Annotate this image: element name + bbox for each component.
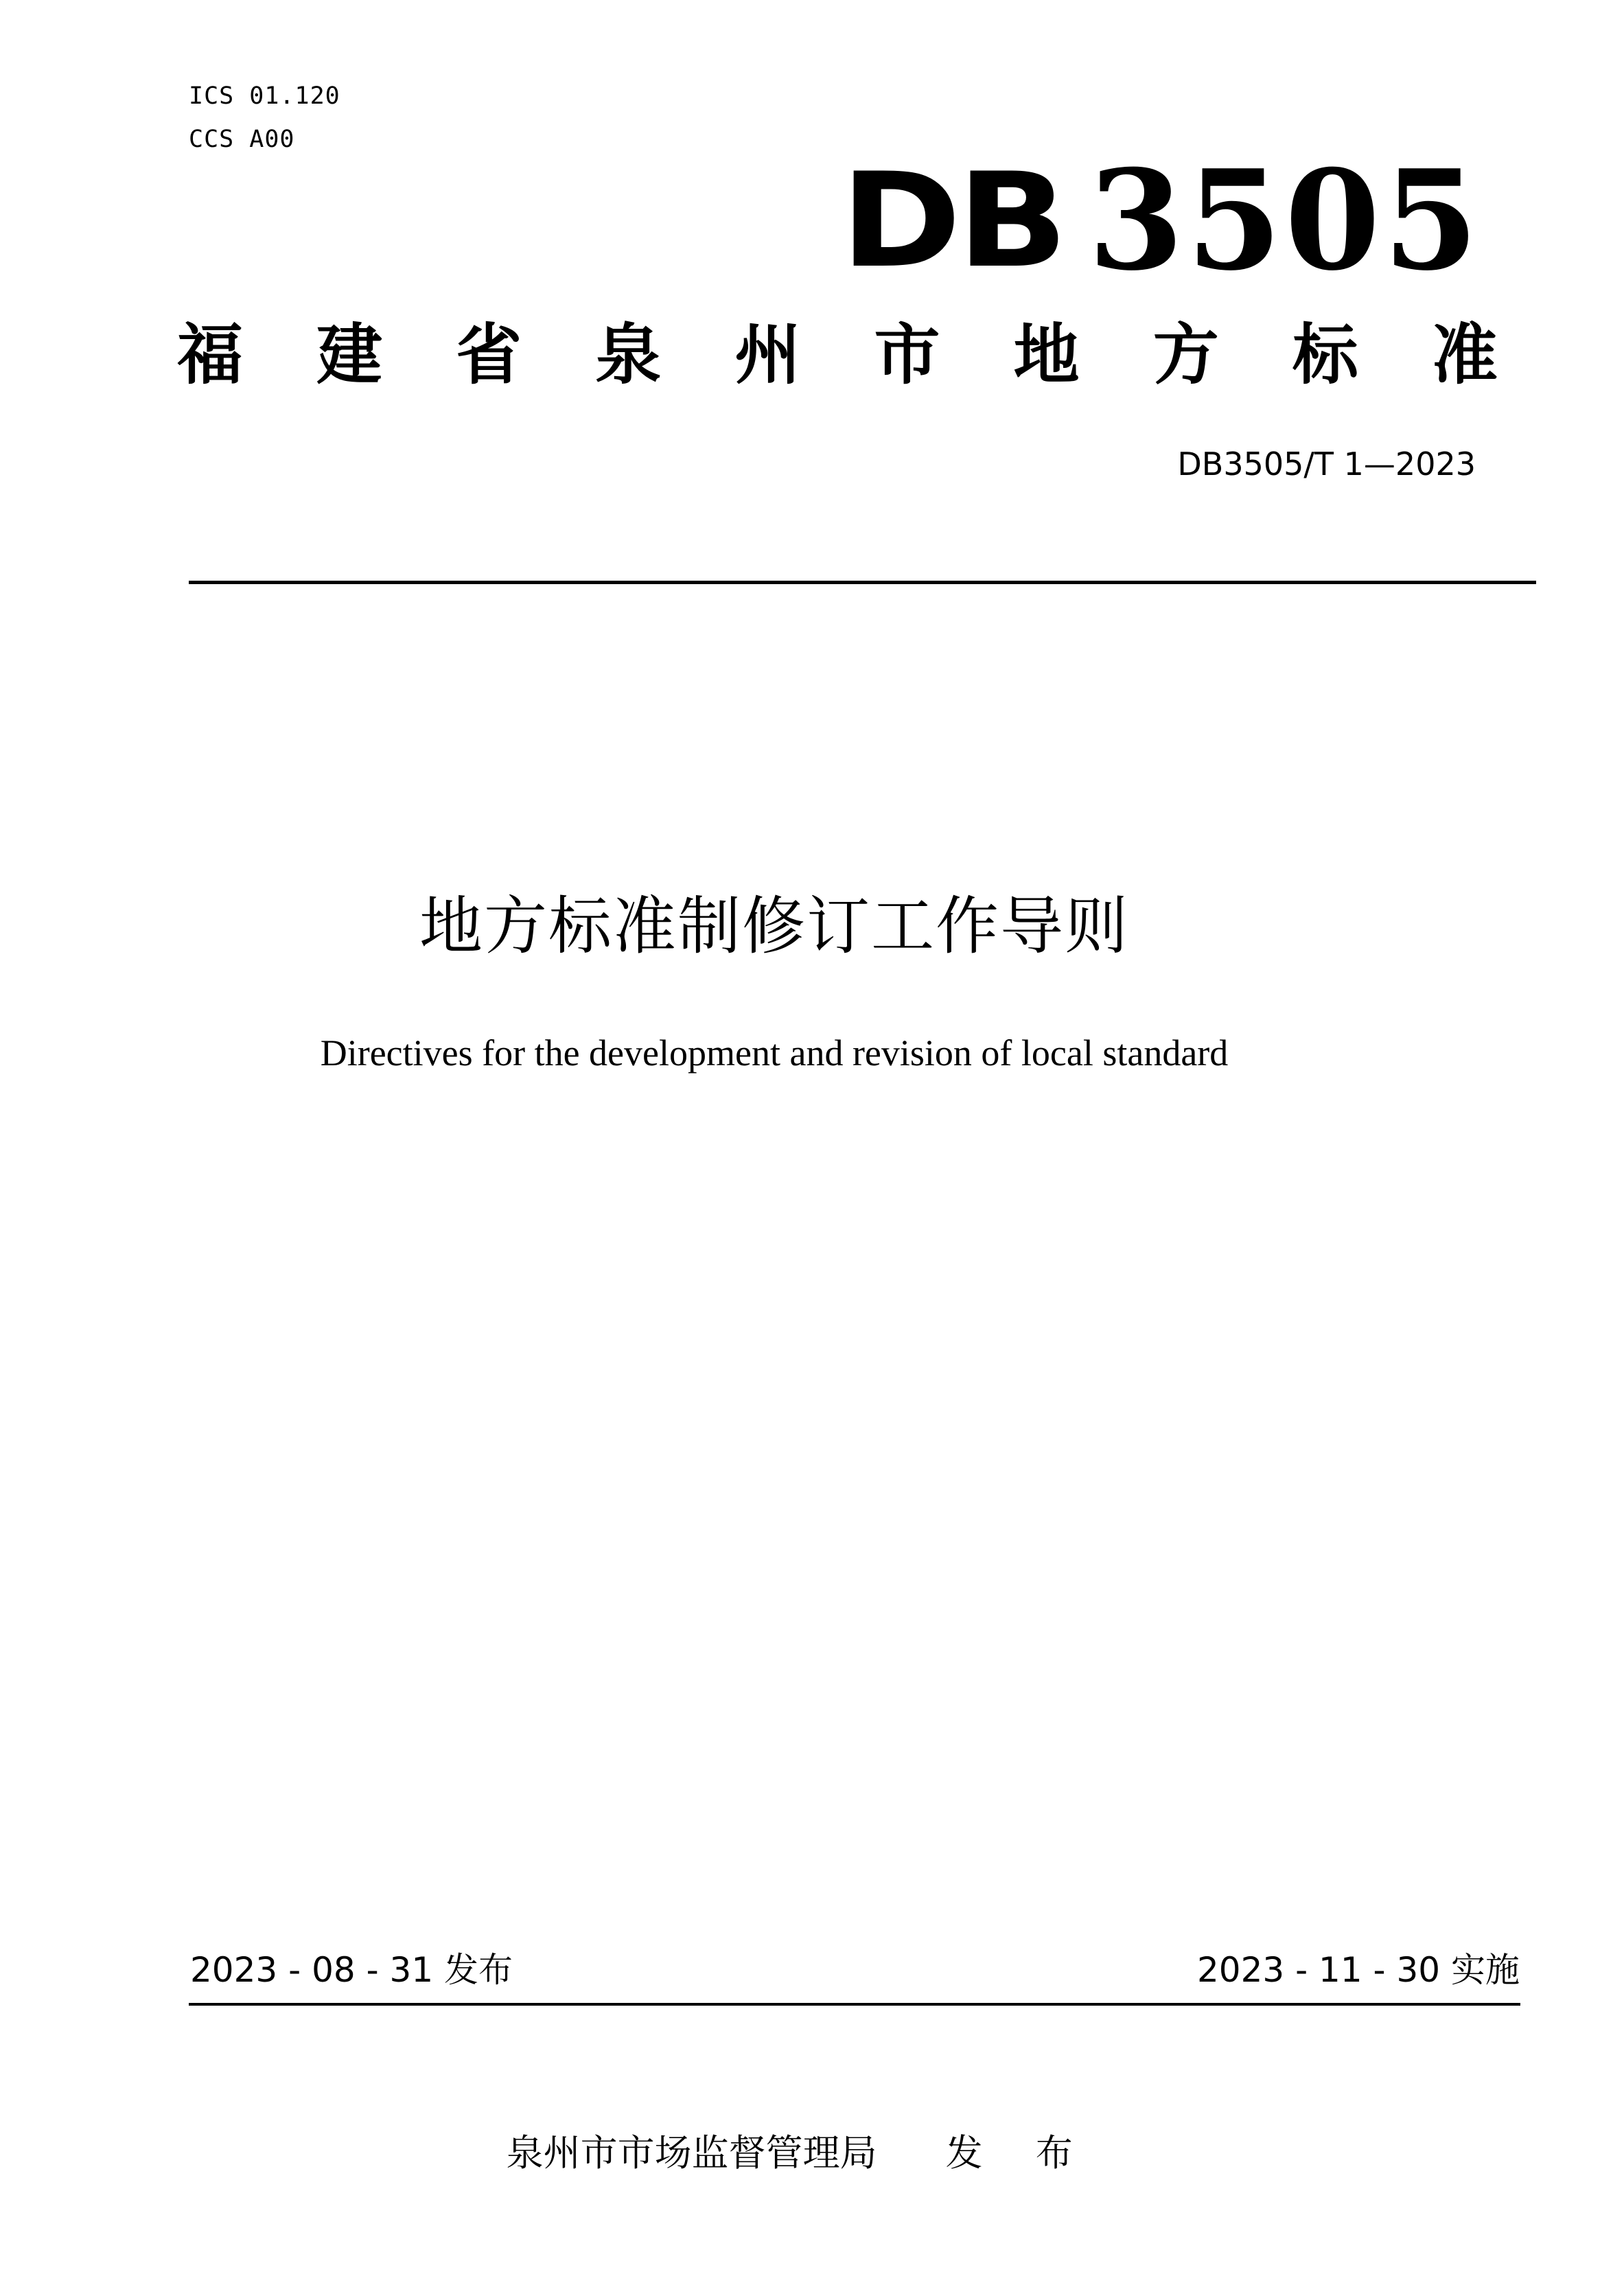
standard-number: DB3505/T 1—2023: [1177, 445, 1476, 483]
document-title-english: Directives for the development and revision of local standard: [320, 1032, 1229, 1074]
standard-type-heading: [177, 317, 1498, 393]
bottom-divider: [189, 2003, 1520, 2006]
standard-type-char: 州: [734, 316, 801, 393]
standard-type-char: 省: [456, 316, 522, 393]
issuer-name: 泉州市市场监督管理局: [506, 2131, 877, 2175]
issuer-action: 发 布: [945, 2131, 1093, 2175]
standard-type-char: 方: [1152, 316, 1219, 393]
document-title-chinese: 地方标准制修订工作导则: [419, 890, 1129, 963]
db-logo: [839, 140, 1481, 301]
standard-type-char: 建: [316, 316, 383, 393]
db-logo-letters: DB: [839, 145, 1064, 297]
ics-code: ICS 01.120: [189, 82, 340, 110]
standard-type-char: 泉: [595, 316, 662, 393]
issuer-line: [0, 2081, 1624, 2177]
standard-type-char: 准: [1431, 316, 1498, 393]
standard-type-char: 福: [177, 316, 243, 393]
db-logo-number: 3505: [1088, 140, 1481, 301]
standard-type-char: 市: [874, 316, 940, 393]
implement-date: 2023 - 11 - 30 实施: [1196, 1950, 1520, 1990]
standard-type-char: 标: [1292, 316, 1358, 393]
ccs-code: CCS A00: [189, 126, 295, 153]
publish-date: 2023 - 08 - 31 发布: [190, 1950, 513, 1990]
standard-type-char: 地: [1013, 316, 1080, 393]
top-divider: [189, 581, 1536, 584]
